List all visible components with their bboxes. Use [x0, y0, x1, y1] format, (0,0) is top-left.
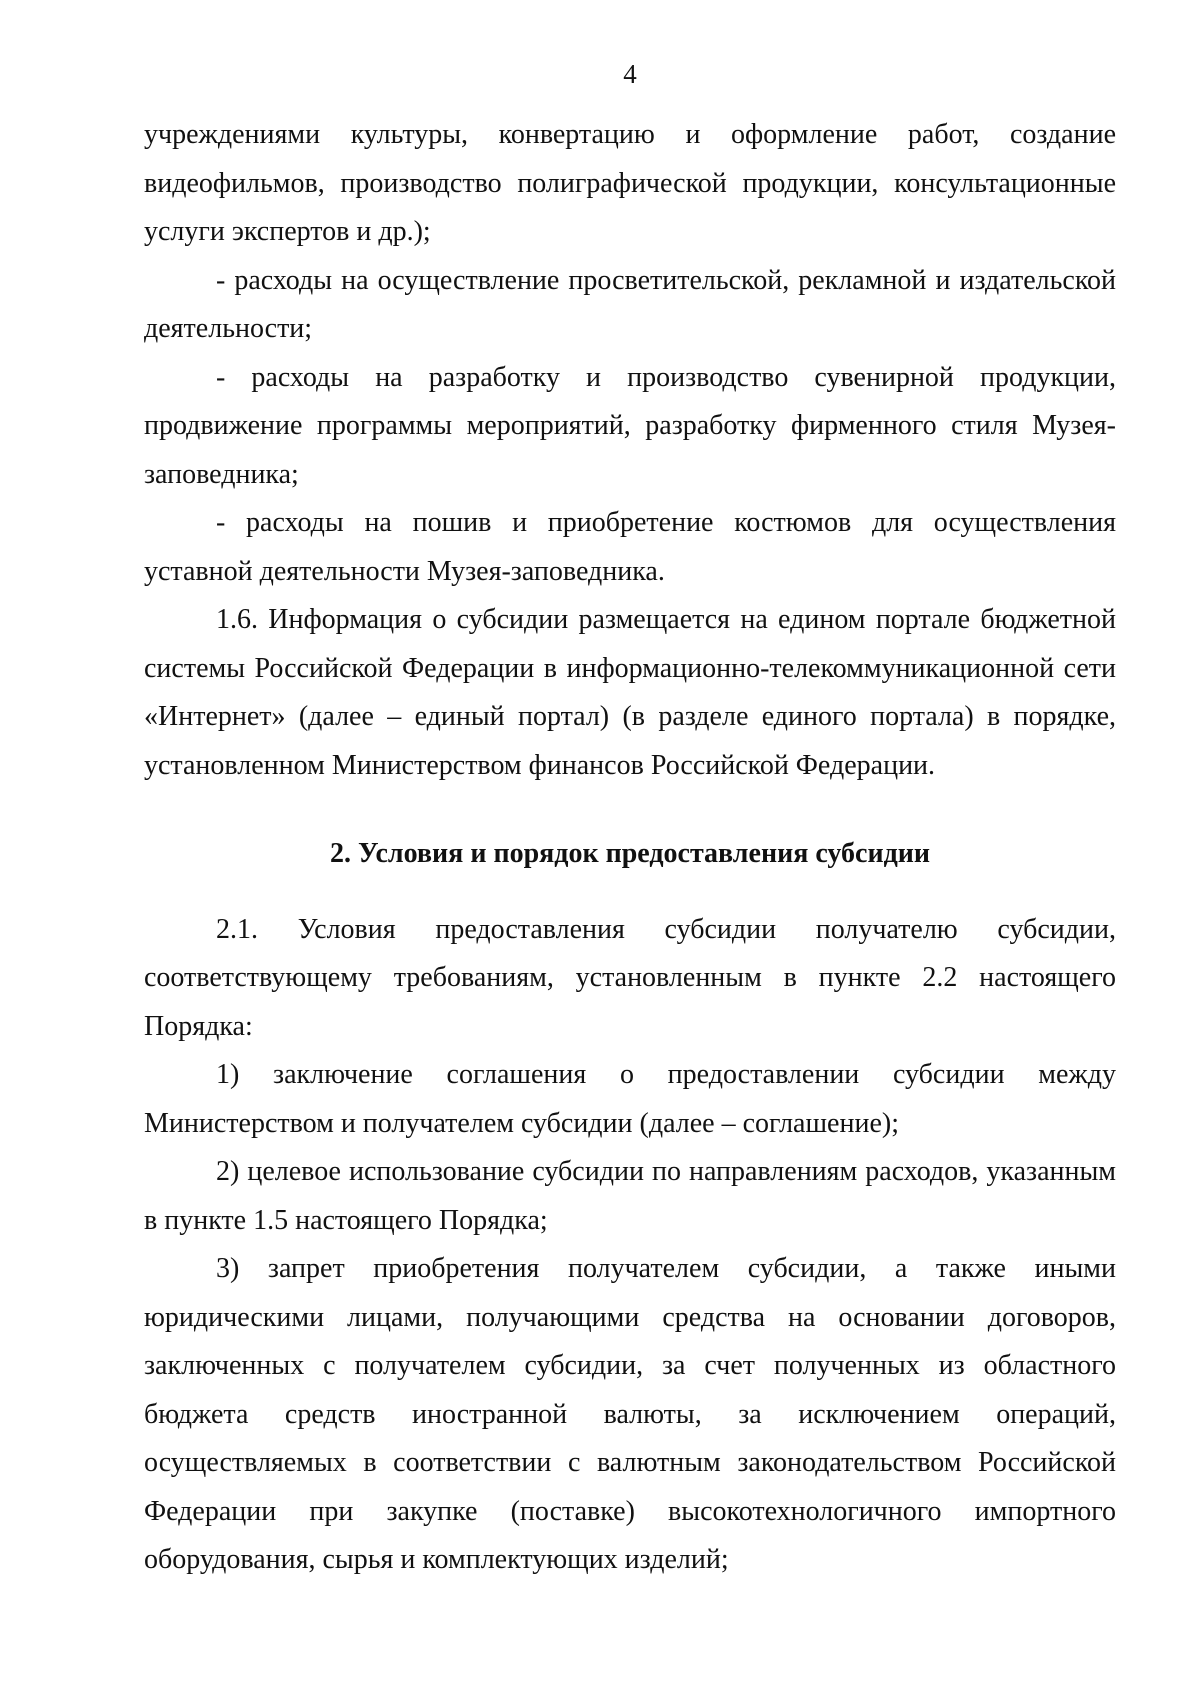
section-2-heading: 2. Условия и порядок предоставления субсидии	[329, 838, 931, 869]
condition-item-3: 3) запрет приобретения получателем субсидии, а также иными юридическими лицами, получающими средства на основании договоров, заключенных с получателем субсидии, за счет полученных из областного бюджета средств иностранной валюты, за исключением операций, осуществляемых в соответствии с валютным законодательством Российской Федерации при закупке (поставке) высокотехнологичного импортного оборудования, сырья и комплектующих изделий;	[144, 1253, 1116, 1575]
paragraph-1-6: 1.6. Информация о субсидии размещается на едином портале бюджетной системы Российской Федерации в информационно-телекоммуникационной сети «Интернет» (далее – единый портал) (в разделе единого портала) в порядке, установленном Министерством финансов Российской Федерации.	[144, 604, 1116, 781]
page-number: 4	[623, 59, 637, 89]
paragraph-continuation: учреждениями культуры, конвертацию и оформление работ, создание видеофильмов, производство полиграфической продукции, консультационные услуги экспертов и др.);	[144, 119, 1116, 247]
condition-item-2: 2) целевое использование субсидии по направлениям расходов, указанным в пункте 1.5 настоящего Порядка;	[144, 1156, 1116, 1236]
list-item-expenses-costumes: - расходы на пошив и приобретение костюмов для осуществления уставной деятельности Музея-заповедника.	[144, 507, 1116, 587]
document-body	[144, 111, 1116, 1585]
condition-item-1: 1) заключение соглашения о предоставлении субсидии между Министерством и получателем субсидии (далее – соглашение);	[144, 1059, 1116, 1139]
list-item-expenses-souvenirs: - расходы на разработку и производство сувенирной продукции, продвижение программы мероприятий, разработку фирменного стиля Музея-заповедника;	[144, 361, 1116, 490]
list-item-expenses-educational: - расходы на осуществление просветительской, рекламной и издательской деятельности;	[144, 264, 1116, 344]
section-2-heading-wrap	[144, 830, 1116, 879]
paragraph-2-1: 2.1. Условия предоставления субсидии получателю субсидии, соответствующему требованиям, установленным в пункте 2.2 настоящего Порядка:	[144, 913, 1116, 1042]
